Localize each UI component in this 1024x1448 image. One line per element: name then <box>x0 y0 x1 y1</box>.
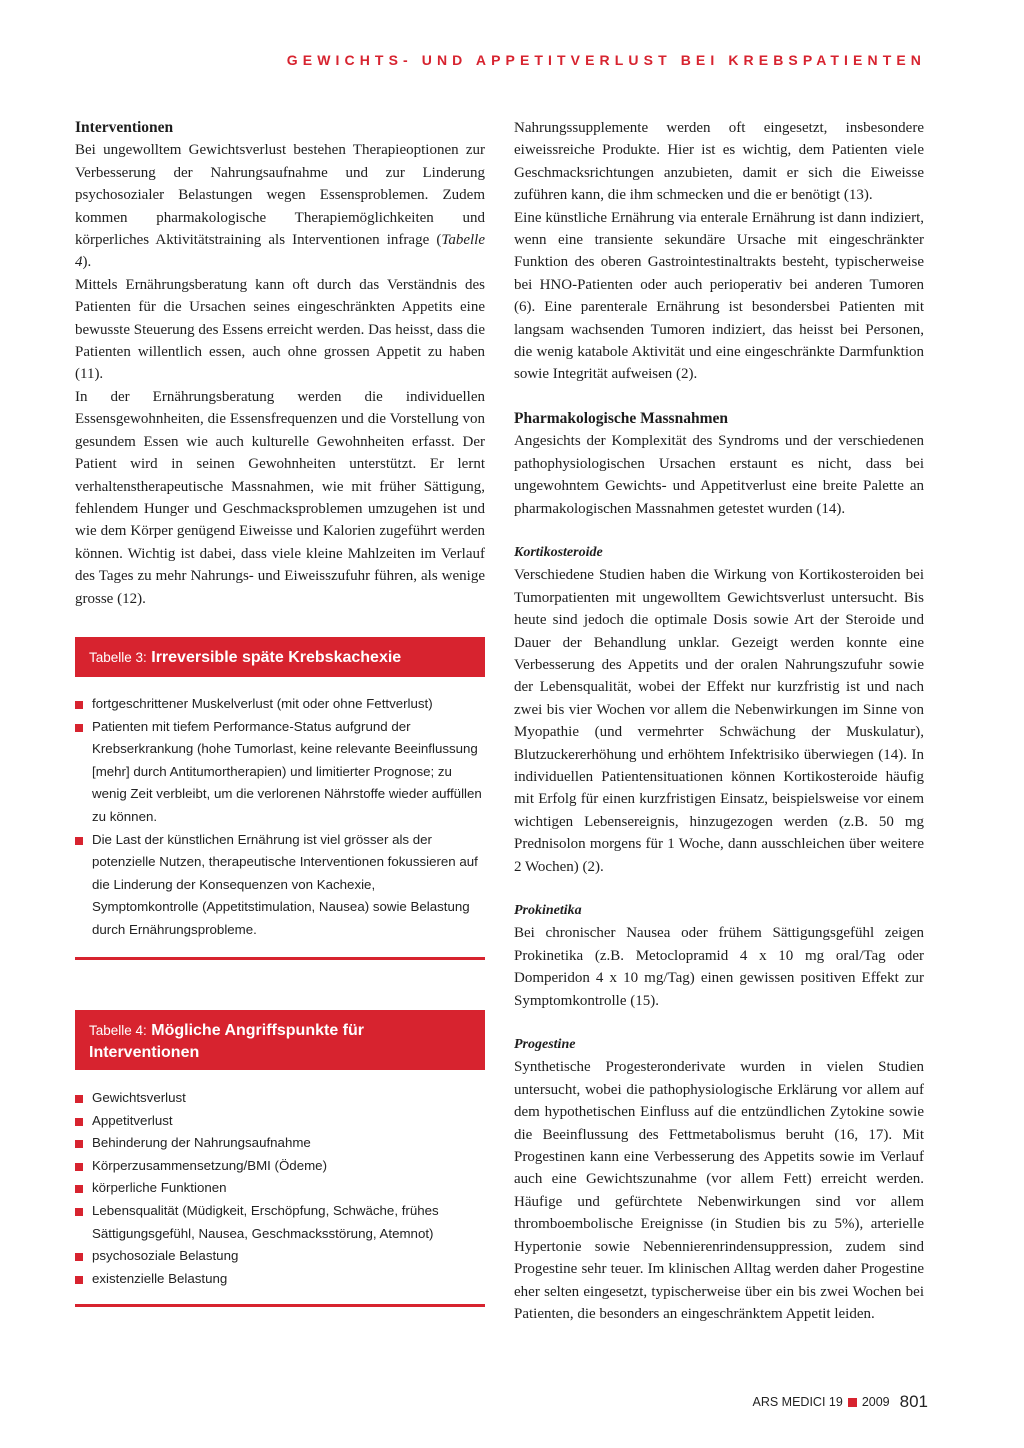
left-column <box>75 117 485 610</box>
square-bullet-icon <box>75 1140 83 1148</box>
square-bullet-icon <box>75 724 83 732</box>
table-3-label: Tabelle 3: <box>89 650 147 665</box>
spacer <box>514 520 924 542</box>
table-list-item <box>75 1177 485 1200</box>
table-4-header <box>75 1010 485 1070</box>
footer-square-icon <box>848 1398 857 1407</box>
square-bullet-icon <box>75 701 83 709</box>
table-list-item-text: fortgeschrittener Muskelverlust (mit oder ohne Fettverlust) <box>92 696 433 711</box>
square-bullet-icon <box>75 1208 83 1216</box>
page-footer <box>753 1392 929 1412</box>
table-list-item-text: Gewichtsverlust <box>92 1090 186 1105</box>
table-list-item-text: existenzielle Belastung <box>92 1270 228 1286</box>
running-title: GEWICHTS- UND APPETITVERLUST BEI KREBSPATIENTEN <box>286 52 926 68</box>
square-bullet-icon <box>75 1276 83 1284</box>
table-list-item <box>75 1132 485 1155</box>
table-3-title: Irreversible späte Krebskachexie <box>151 649 402 666</box>
section-heading-pharmakologische-massnahmen: Pharmakologische Massnahmen <box>514 409 728 427</box>
table-list-item-text: Die Last der künstlichen Ernährung ist viel grösser als der potenzielle Nutzen, therapeutische Interventionen fokussieren auf die Linderung der Konsequenzen von Kachexie, Symptomkontrolle (Appetitstimulation, Nausea) sowie Belastung durch Ernährungsprobleme. <box>92 831 478 937</box>
paragraph: Angesichts der Komplexität des Syndroms und der verschiedenen pathophysiologischen Ursachen erstaunt es nicht, dass bei ungewohntem Gewichts- und Appetitverlust eine breite Palette an pharmakologischen Massnahmen getestet wurden (14). <box>514 433 924 517</box>
table-list-item <box>75 716 485 829</box>
table-list-item-text: psychosoziale Belastung <box>92 1248 239 1264</box>
table-3-list <box>75 693 485 942</box>
table-4-bottom-rule <box>75 1304 485 1307</box>
table-list-item <box>75 1268 485 1291</box>
table-list-item-text: Körperzusammensetzung/BMI (Ödeme) <box>92 1157 328 1173</box>
table-3 <box>75 637 485 960</box>
table-list-item-text: Behinderung der Nahrungsaufnahme <box>92 1135 311 1151</box>
table-list-item <box>75 1245 485 1268</box>
table-list-item <box>75 1155 485 1178</box>
right-column <box>514 117 924 1325</box>
table-list-item <box>75 693 485 716</box>
section-heading-interventionen: Interventionen <box>75 119 174 136</box>
subheading-prokinetika: Prokinetika <box>514 903 582 918</box>
table-list-item-text: Lebensqualität (Müdigkeit, Erschöpfung, Schwäche, frühes Sättigungsgefühl, Nausea, Geschmacksstörung, Atemnot) <box>92 1202 439 1241</box>
paragraph: Nahrungssupplemente werden oft eingesetzt, insbesondere eiweissreiche Produkte. Hier ist es wichtig, dem Patienten viele Geschmacksrichtungen anzubieten, damit er sich die Eiweisse zuführen kann, die ihm schmecken und die er benötigt (13). <box>514 120 924 204</box>
spacer <box>514 386 924 408</box>
square-bullet-icon <box>75 1253 83 1261</box>
square-bullet-icon <box>75 1118 83 1126</box>
journal-year: 2009 <box>861 1395 890 1409</box>
paragraph: Verschiedene Studien haben die Wirkung von Kortikosteroiden bei Tumorpatienten mit ungewolltem Gewichtsverlust untersucht. Bis heute sind jedoch die optimale Dosis sowie Art der Steroide und Dauer der Behandlung unklar. Gezeigt werden konnte eine Verbesserung des Appetits und der oralen Nahrungszufuhr sowie der Lebensqualität, wobei der Effekt nur kurzfristig ist und nach zwei bis vier Wochen vor allem die Nebenwirkungen im Sinne von Myopathie (und vermehrter Schwächung der Muskulatur), Blutzuckererhöhung und erhöhtem Infektrisiko überwiegen (14). In individuellen Patientensituationen können Kortikosteroide häufig mit Erfolg für einen kurzfristigen Einsatz, beispielsweise vor einem wichtigen Lebensereignis, hinzugezogen werden (z.B. 50 mg Prednisolon morgens für 1 Woche, dann ausschleichen über weitere 2 Wochen) (2). <box>514 567 924 875</box>
table-list-item-text: Patienten mit tiefem Performance-Status aufgrund der Krebserkrankung (hohe Tumorlast, keine relevante Beeinflussung [mehr] durch Antitumortherapien) und limitierter Prognose; zu wenig Zeit verbleibt, um die verlorenen Nährstoffe wieder auffüllen zu können. <box>92 718 482 824</box>
square-bullet-icon <box>75 1185 83 1193</box>
table-4 <box>75 1010 485 1307</box>
square-bullet-icon <box>75 1095 83 1103</box>
journal-name: ARS MEDICI 19 <box>752 1395 843 1409</box>
table-list-item-text: körperliche Funktionen <box>92 1180 227 1196</box>
paragraph: Bei chronischer Nausea oder frühem Sättigungsgefühl zeigen Prokinetika (z.B. Metoclopramid 4 x 10 mg oral/Tag oder Domperidon 4 x 10 mg/Tag) einen gewissen positiven Effekt zur Symptomkontrolle (15). <box>514 925 924 1009</box>
square-bullet-icon <box>75 837 83 845</box>
table-list-item <box>75 829 485 942</box>
table-4-list <box>75 1087 485 1290</box>
subheading-progestine: Progestine <box>514 1037 576 1053</box>
paragraph: Eine künstliche Ernährung via enterale Ernährung ist dann indiziert, wenn eine transiente sekundäre Ursache mit eingeschränkter Funktion des oberen Gastrointestinaltrakts besteht, typischerweise bei HNO-Patienten oder auch perioperativ bei anderen Tumoren (6). Eine parenterale Ernährung ist besondersbei Patienten mit langsam wachsenden Tumoren indiziert, das heisst bei Personen, die wenig katabole Aktivität und eine eingeschränkte Darmfunktion sowie Integrität aufweisen (2). <box>514 209 924 383</box>
table-list-item <box>75 1087 485 1110</box>
table-3-bottom-rule <box>75 957 485 960</box>
spacer <box>514 1012 924 1034</box>
subheading-kortikosteroide: Kortikosteroide <box>514 544 603 560</box>
paragraph: Synthetische Progesteronderivate wurden in vielen Studien untersucht, wobei die pathophysiologische Erklärung vor allem auf dem hypothetischen Einfluss auf die entzündlichen Zytokine sowie die Beeinflussung des Fettmetabolismus beruht (16, 17). Mit Progestinen kann eine Verbesserung des Appetits sowie im Verlauf auch eine Gewichtszunahme (vor allem Fett) erreicht werden. Häufige und gefürchtete Nebenwirkungen sind vor allem thromboembolische Ereignisse (in Studien bis zu 5%), arterielle Hypertonie sowie Nebennierenrindensuppression, zudem sind Progestine sehr teuer. Im klinischen Alltag werden daher Progestine eher selten eingesetzt, typischerweise über ein bis zwei Wochen bei Patienten, die besonders an eingeschränktem Appetit leiden. <box>514 1059 924 1322</box>
table-list-item-text: Appetitverlust <box>92 1112 173 1128</box>
table-reference: Tabelle 4 <box>75 232 485 271</box>
table-3-header <box>75 637 485 677</box>
spacer <box>514 878 924 900</box>
table-list-item <box>75 1200 485 1245</box>
paragraph: Bei ungewolltem Gewichtsverlust bestehen Therapieoptionen zur Verbesserung der Nahrungsaufnahme und zur Linderung psychosozialer Belastungen wegen Essensproblemen. Zudem kommen pharmakologische Therapiemöglichkeiten und körperliches Aktivitätstraining als Interventionen infrage (Tabelle 4). <box>75 142 485 271</box>
page-number: 801 <box>899 1392 928 1411</box>
paragraph: In der Ernährungsberatung werden die individuellen Essensgewohnheiten, die Essensfrequenzen und die Vorstellung von gesundem Essen wie auch kulturelle Gewohnheiten erfasst. Der Patient wird in seinen Gewohnheiten unterstützt. Er lernt verhaltenstherapeutische Massnahmen, wie mit früher Sättigung, fehlendem Hunger und Geschmacksproblemen umzugehen ist und wie dem Körper genügend Eiweisse und Kalorien zugeführt werden können. Wichtig ist dabei, dass viele kleine Mahlzeiten im Verlauf des Tages zu mehr Nahrungs- und Eiweisszufuhr führen, als wenige grosse (12). <box>75 388 485 607</box>
table-list-item <box>75 1110 485 1133</box>
table-4-label: Tabelle 4: <box>89 1023 147 1038</box>
table-4-title: Mögliche Angriffspunkte für Interventionen <box>89 1022 364 1061</box>
square-bullet-icon <box>75 1163 83 1171</box>
paragraph: Mittels Ernährungsberatung kann oft durch das Verständnis des Patienten für die Ursachen seines eingeschränkten Appetits eine bewusste Steuerung des Essens erreicht werden. Das heisst, dass die Patienten willentlich essen, auch ohne grossen Appetit zu haben (11). <box>75 276 485 383</box>
